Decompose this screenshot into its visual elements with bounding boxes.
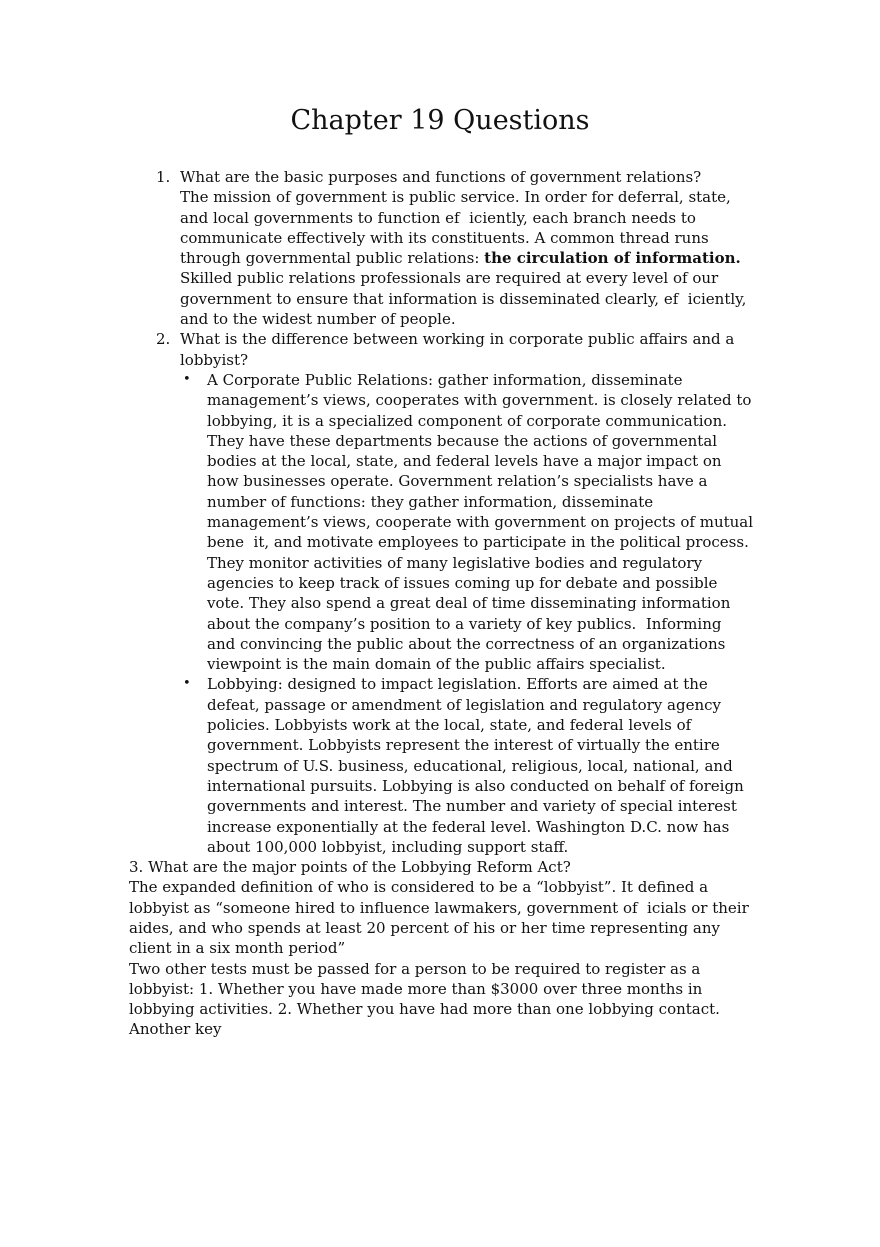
bullet-text: A Corporate Public Relations: gather information, disseminate management’s views, cooperates with government. is closely related to lobbying, it is a specialized component of corporate communication. They have these departments because the actions of governmental bodies at the local, state, and federal levels have a major impact on how businesses operate. Government relation’s specialists have a number of functions: they gather information, disseminate management’s views, cooperate with government on projects of mutual bene it, and motivate employees to participate in the political process. They monitor activities of many legislative bodies and regulatory agencies to keep track of issues coming up for debate and possible vote. They also spend a great deal of time disseminating information about the company’s position to a variety of key publics. Informing and convincing the public about the correctness of an organizations viewpoint is the main domain of the public affairs specialist. [207,370,754,674]
questions-list [129,167,754,857]
question-2 [129,329,754,857]
answer-emphasis: the circulation of information. [484,249,741,268]
bullet-icon: • [183,676,191,692]
question-1 [129,167,754,329]
bullet-icon: • [183,371,191,387]
bullet-text: Lobbying: designed to impact legislation. Efforts are aimed at the defeat, passage or amendment of legislation and regulatory agency policies. Lobbyists work at the local, state, and federal levels of government. Lobbyists represent the interest of virtually the entire spectrum of U.S. business, educational, religious, local, national, and international pursuits. Lobbying is also conducted on behalf of foreign governments and interest. The number and variety of special interest increase exponentially at the federal level. Washington D.C. now has about 100,000 lobbyist, including support staff. [207,675,744,856]
answer-text-part: Skilled public relations professionals are required at every level of our government to ensure that information is disseminated clearly, ef iciently, and to the widest number of people. [180,269,747,329]
answer-paragraph: The expanded definition of who is considered to be a “lobbyist”. It defined a lobbyist as “someone hired to influence lawmakers, government of icials or their aides, and who spends at least 20 percent of his or her time representing any client in a six month period” [129,878,749,958]
question-number: 2. [156,330,171,349]
answer-text [180,187,754,329]
question-text: What are the basic purposes and functions of government relations? [180,168,702,186]
question-text: What is the difference between working in corporate public affairs and a lobbyist? [180,330,735,369]
document-body [129,167,754,1040]
bullet-item [180,370,754,674]
answer-text-part: The mission of government is public service. In order for deferral, state, and local governments to function ef iciently, each branch needs to communicate effectively with its constituents. A common thread runs through governmental public relations: [180,188,731,268]
bullet-item [180,674,754,857]
question-3-text: 3. What are the major points of the Lobbying Reform Act? [129,858,571,877]
answer-bullets [180,370,754,857]
answer-paragraph: Two other tests must be passed for a person to be required to register as a lobbyist: 1. Whether you have made more than $3000 over three months in lobbying activities. 2. Whether you have had more than one lobbying contact. Another key [129,959,720,1039]
question-number: 1. [156,168,171,186]
page-title: Chapter 19 Questions [290,105,590,136]
